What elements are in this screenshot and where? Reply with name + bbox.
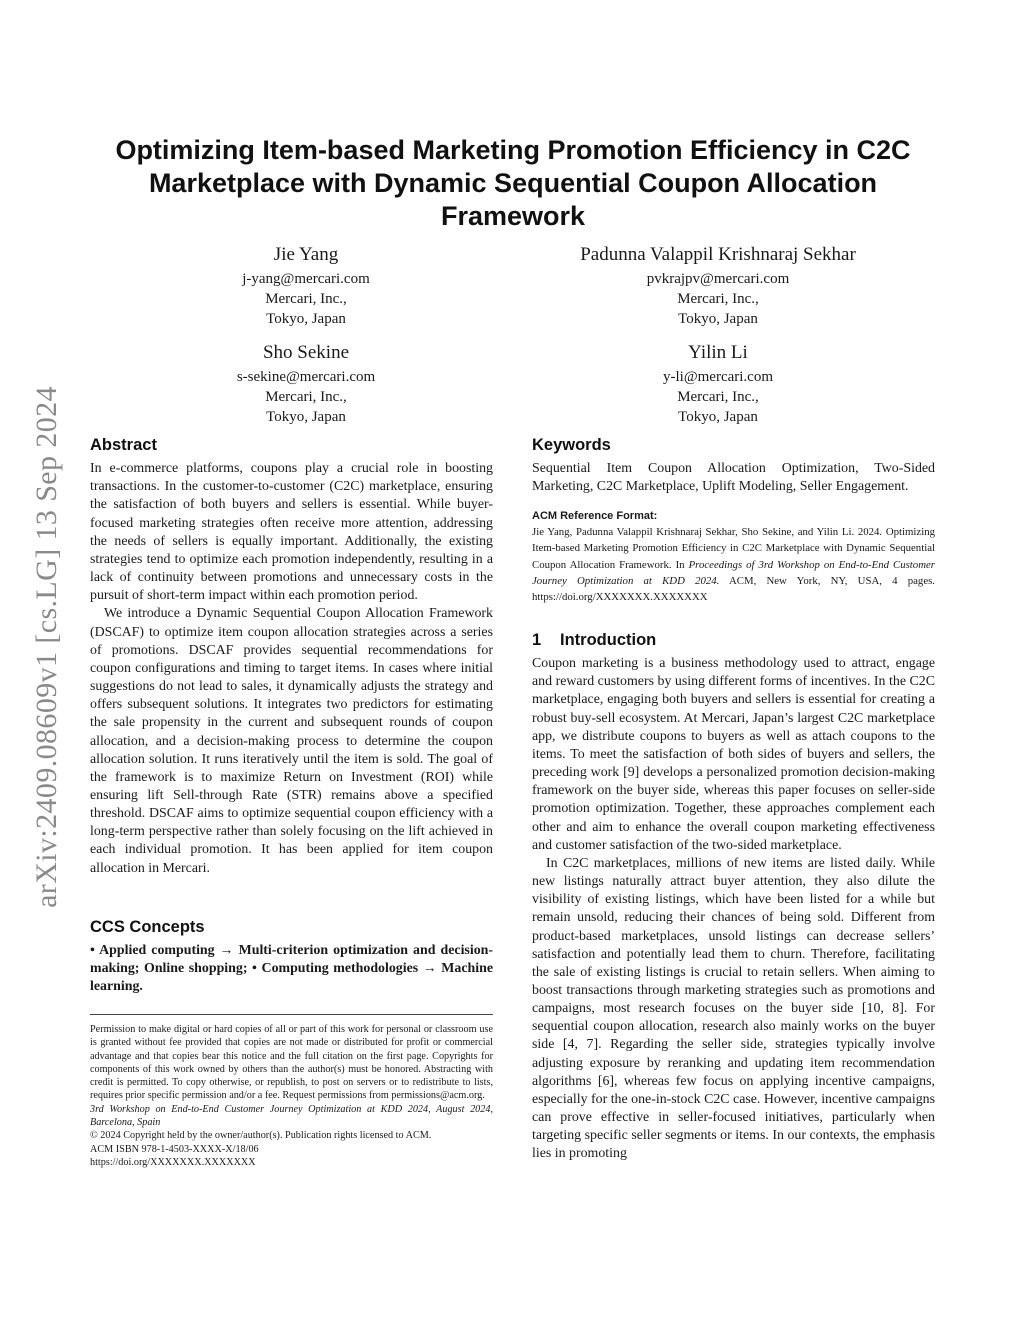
footnote-rule [90, 1014, 493, 1015]
permission-block [90, 1014, 493, 1169]
acm-reference-label: ACM Reference Format: [532, 510, 658, 522]
venue-line: 3rd Workshop on End-to-End Customer Journey Optimization at KDD 2024, August 2024, Barcelona, Spain [90, 1103, 493, 1129]
author-affiliation: Mercari, Inc., [677, 389, 759, 405]
keywords-text: Sequential Item Coupon Allocation Optimization, Two-Sided Marketing, C2C Marketplace, Uplift Modeling, Seller Engagement. [532, 461, 935, 495]
abstract-section [90, 436, 493, 878]
author-block [568, 341, 868, 427]
author-name: Padunna Valappil Krishnaraj Sekhar [580, 244, 856, 265]
isbn-line: ACM ISBN 978-1-4503-XXXX-X/18/06 [90, 1143, 259, 1155]
abstract-paragraph: In e-commerce platforms, coupons play a crucial role in boosting transactions. In the customer-to-customer (C2C) marketplace, ensuring the satisfaction of both buyers and sellers is essential. While buyer-focused marketing strategies often receive more attention, addressing the needs of sellers is equally important. Additionally, the existing strategies tend to optimize each promotion independently, resulting in a lack of continuity between promotions and unnecessary costs in the pursuit of short-term impact within each promotion period. [90, 461, 493, 604]
author-email: j-yang@mercari.com [242, 271, 370, 287]
acm-reference [532, 508, 935, 605]
author-email: y-li@mercari.com [662, 369, 774, 385]
author-affiliation: Mercari, Inc., [265, 291, 347, 307]
acm-reference-doi: ACM, New York, NY, USA, 4 pages. https://doi.org/XXXXXXX.XXXXXXX [532, 574, 936, 604]
section-title: Introduction [560, 631, 657, 649]
doi-link[interactable]: https://doi.org/XXXXXXX.XXXXXXX [90, 1156, 256, 1168]
author-name: Sho Sekine [262, 342, 350, 363]
acm-reference-text: Jie Yang, Padunna Valappil Krishnaraj Sekhar, Sho Sekine, and Yilin Li. 2024. Optimizing Item-based Marketing Promotion Efficiency in C2C Marketplace with Dynamic Sequential Coupon Allocation Framework. In [532, 526, 935, 571]
author-affiliation: Mercari, Inc., [677, 291, 759, 307]
introduction-section [532, 631, 935, 1164]
permission-text: Permission to make digital or hard copies of all or part of this work for personal or classroom use is granted without fee provided that copies are not made or distributed for profit or commercial advantage and that copies bear this notice and the full citation on the first page. Copyrights for components of this work owned by others than the author(s) must be honored. Abstracting with credit is permitted. To copy otherwise, or republish, to post on servers or to redistribute to lists, requires prior specific permission and/or a fee. Request permissions from permissions@acm.org. [90, 1024, 493, 1102]
author-location: Tokyo, Japan [678, 409, 758, 425]
intro-paragraph: In C2C marketplaces, millions of new items are listed daily. While new listings naturally attract buyer attention, they also dilute the visibility of existing listings, which have been listed for a while but remain unsold, reducing their chances of being sold. Different from product-based marketplaces, unsold listings can decrease sellers’ satisfaction and potentially lead them to churn. Therefore, facilitating the sale of existing listings is crucial to retain sellers. When aiming to boost transactions through marketing strategies such as promotions and campaigns, most research focuses on the buyer side [10, 8]. For sequential coupon allocation, research also mainly works on the buyer side [4, 7]. Regarding the seller side, strategies typically involve adjusting exposure by reranking and updating item recommendation algorithms [6], whereas few focus on applying incentive campaigns, especially for the one-in-stock C2C case. However, incentive campaigns can prove effective in seller-focused initiatives, particularly when targeting specific seller segments or items. In our contexts, the emphasis lies in promoting [532, 855, 935, 1162]
author-email: s-sekine@mercari.com [236, 369, 376, 385]
ccs-heading: CCS Concepts [90, 918, 205, 936]
author-name: Jie Yang [273, 244, 339, 265]
author-block [156, 341, 456, 427]
author-block [538, 243, 898, 329]
keywords-section [532, 436, 935, 496]
author-affiliation: Mercari, Inc., [265, 389, 347, 405]
keywords-heading: Keywords [532, 436, 611, 454]
introduction-heading [532, 631, 935, 649]
abstract-heading: Abstract [90, 436, 157, 454]
author-block [156, 243, 456, 329]
ccs-section [90, 918, 493, 997]
section-number: 1 [532, 631, 542, 649]
acm-reference-venue: Proceedings of 3rd Workshop on End-to-End Customer Journey Optimization at KDD 2024. [532, 558, 935, 587]
copyright-line: © 2024 Copyright held by the owner/author(s). Publication rights licensed to ACM. [90, 1130, 432, 1142]
abstract-paragraph: We introduce a Dynamic Sequential Coupon Allocation Framework (DSCAF) to optimize item coupon allocation strategies across a series of promotions. DSCAF provides sequential recommendations for coupon configurations and timing to target items. In cases where initial suggestions do not lead to sales, it dynamically adjusts the strategy and offers subsequent solutions. It integrates two predictors for estimating the sale propensity in the current and subsequent rounds of coupon allocation, and a decision-making process to determine the coupon allocation solution. It runs iteratively until the item is sold. The goal of the framework is to maximize Return on Investment (ROI) while ensuring lift Sell-through Rate (STR) remains above a specified threshold. DSCAF aims to optimize sequential coupon efficiency with a long-term perspective rather than solely focusing on the lift achieved in each individual promotion. It has been applied for item coupon allocation in Mercari. [90, 606, 493, 876]
arxiv-id: arXiv:2409.08609v1 [cs.LG] 13 Sep 2024 [30, 386, 63, 908]
author-location: Tokyo, Japan [266, 311, 346, 327]
author-location: Tokyo, Japan [266, 409, 346, 425]
intro-paragraph: Coupon marketing is a business methodology used to attract, engage and reward customers by using different forms of incentives. In the C2C marketplace, engaging both buyers and sellers is essential for creating a robust buy-sell ecosystem. At Mercari, Japan’s largest C2C marketplace app, we distribute coupons to buyers as well as attach coupons to the items. To meet the satisfaction of both sides of buyers and sellers, the preceding work [9] develops a personalized promotion decision-making framework on the buyer side, whereas this paper focuses on seller-side promotion optimization. Together, these approaches complement each other and aim to enhance the overall coupon marketing effectiveness and customer satisfaction of the two-sided marketplace. [532, 656, 935, 853]
paper-title: Optimizing Item-based Marketing Promotion Efficiency in C2C Marketplace with Dynamic Sequential Coupon Allocation Framework [115, 135, 911, 231]
author-name: Yilin Li [688, 342, 748, 363]
arxiv-sidebar-stamp [28, 352, 66, 942]
ccs-concepts: • Applied computing → Multi-criterion optimization and decision-making; Online shopping; • Computing methodologies → Machine learning. [90, 943, 493, 995]
author-email: pvkrajpv@mercari.com [646, 271, 790, 287]
author-location: Tokyo, Japan [678, 311, 758, 327]
